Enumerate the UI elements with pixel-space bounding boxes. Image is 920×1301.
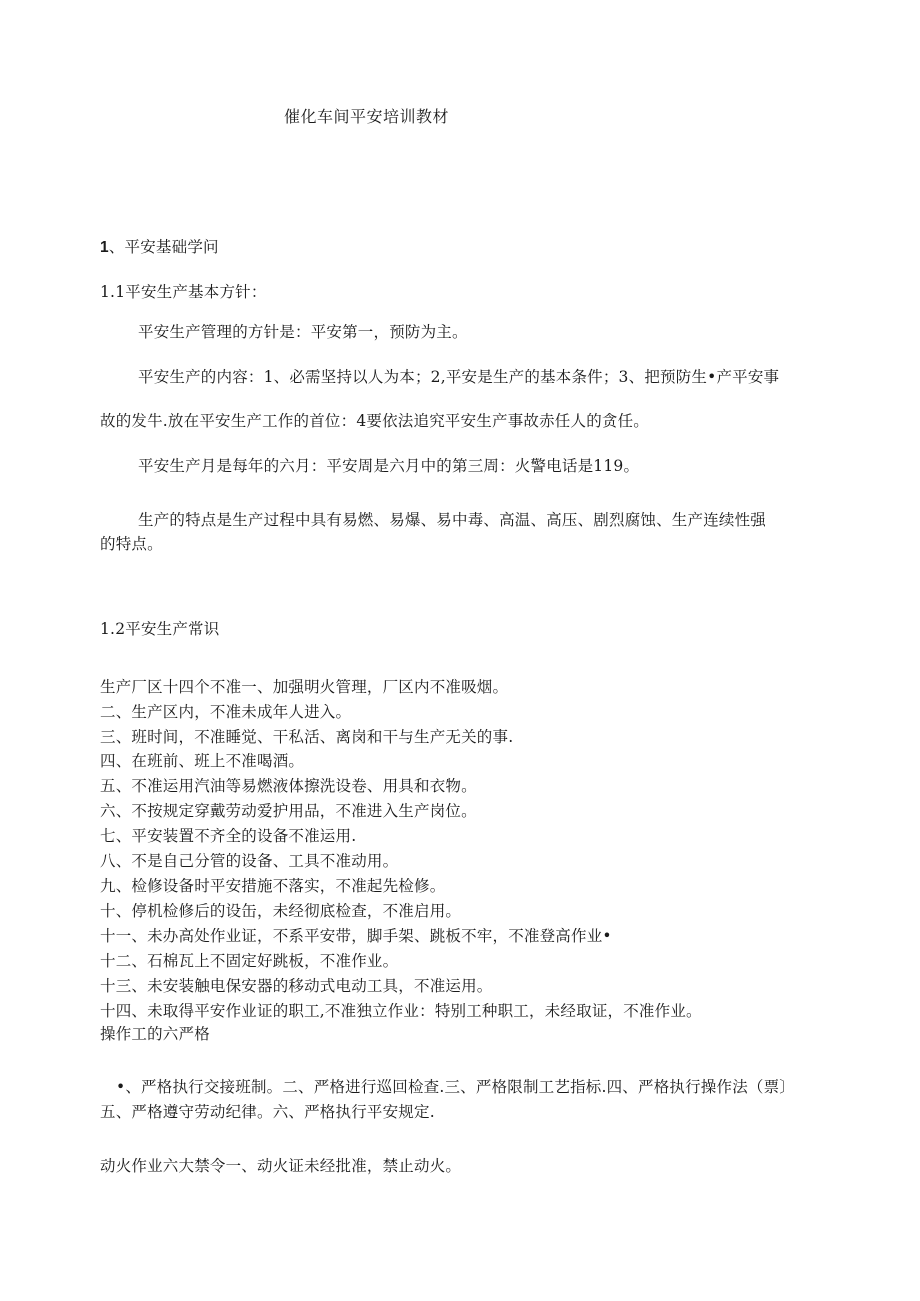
rule-item: 四、在班前、班上不准喝酒。 xyxy=(100,752,305,770)
paragraph-characteristics-line-2: 的特点。 xyxy=(100,535,163,553)
rule-item: 七、平安装置不齐全的设备不准运用. xyxy=(100,827,357,845)
rule-item: 十、停机检修后的设缶，未经彻底检查，不准启用。 xyxy=(100,902,462,920)
six-strict-line-2: 五、严格遵守劳动纪律。六、严格执行平安规定. xyxy=(100,1103,435,1121)
rule-item: 八、不是自己分管的设备、工具不准动用。 xyxy=(100,852,399,870)
rule-item: 二、生产区内，不准未成年人进入。 xyxy=(100,703,352,721)
rule-item: 九、检修设备时平安措施不落实，不准起先检修。 xyxy=(100,877,446,895)
subsection-1-2-heading: 1.2平安生产常识 xyxy=(100,620,220,638)
rule-item: 六、不按规定穿戴劳动爱护用品，不准进入生产岗位。 xyxy=(100,802,477,820)
rule-item: 十一、未办高处作业证，不系平安带，脚手架、跳板不牢，不准登高作业• xyxy=(100,927,612,945)
six-strict-line-1: •、严格执行交接班制。二、严格进行巡回检查.三、严格限制工艺指标.四、严格执行操作法（票〕 xyxy=(116,1078,795,1096)
paragraph-content-line-1: 平安生产的内容：1、必需坚持以人为本；2,平安是生产的基本条件；3、把预防生•产平安事 xyxy=(138,368,780,386)
rule-item: 十四、未取得平安作业证的职工,不准独立作业：特别工种职工，未经取证，不准作业。 xyxy=(100,1002,702,1020)
paragraph-policy: 平安生产管理的方针是：平安第一，预防为主。 xyxy=(138,323,468,341)
rule-item: 三、班时间，不准睡觉、干私活、离岗和干与生产无关的事. xyxy=(100,728,514,746)
fire-work-prohibitions: 动火作业六大禁令一、动火证未经批准，禁止动火。 xyxy=(100,1157,462,1175)
paragraph-safety-month: 平安生产月是每年的六月：平安周是六月中的第三周：火警电话是119。 xyxy=(138,457,640,475)
rule-item: 五、不准运用汽油等易燃液体擦洗设卷、用具和衣物。 xyxy=(100,777,477,795)
section-1-number: 1 xyxy=(100,239,109,256)
section-1-heading xyxy=(100,237,219,258)
six-strict-heading: 操作工的六严格 xyxy=(100,1025,210,1043)
rule-item: 生产厂区十四个不准一、加强明火管理，厂区内不准吸烟。 xyxy=(100,678,509,696)
rule-item: 十三、未安装触电保安器的移动式电动工具，不准运用。 xyxy=(100,977,493,995)
paragraph-content-line-2: 故的发牛.放在平安生产工作的首位：4要依法追究平安生产事故赤任人的贪任。 xyxy=(100,412,649,430)
document-title: 催化车间平安培训教材 xyxy=(284,107,450,126)
paragraph-characteristics-line-1: 生产的特点是生产过程中具有易燃、易爆、易中毒、高温、高压、剧烈腐蚀、生产连续性强 xyxy=(138,511,767,529)
section-1-heading-text: 、平安基础学问 xyxy=(108,238,219,256)
rule-item: 十二、石棉瓦上不固定好跳板，不准作业。 xyxy=(100,952,399,970)
subsection-1-1-heading: 1.1平安生产基本方针： xyxy=(100,283,267,301)
